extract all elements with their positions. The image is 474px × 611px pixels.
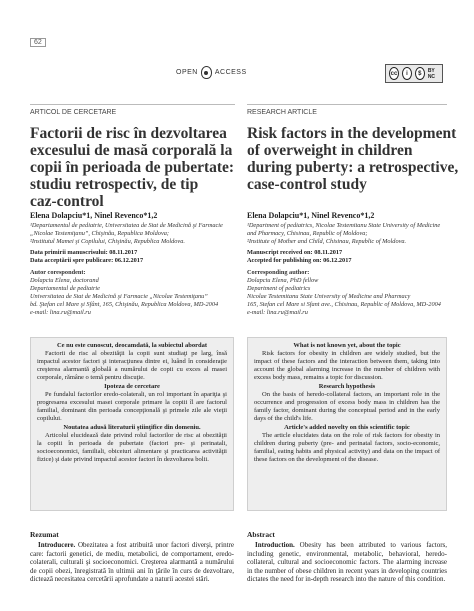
open-access-label-left: OPEN	[176, 69, 198, 76]
right-dates: Manuscript received on: 08.11.2017 Accepted for publishing on: 06.12.2017	[247, 249, 352, 264]
left-highlights-box	[30, 337, 234, 511]
cc-icon: cc	[389, 67, 399, 80]
open-access-badge	[176, 66, 247, 79]
by-icon: i	[402, 67, 412, 80]
left-box-heading-1: Ce nu este cunoscut, deocamdată, la subiectul abordat	[56, 342, 208, 349]
right-box-heading-1: What is not known yet, about the topic	[293, 342, 401, 349]
right-box-text-1: Risk factors for obesity in children are widely studied, but the impact of these factors and the interaction between them, taking into account the global alarming increase in the number of children with excess body mass, remains a topic for discussion.	[254, 350, 440, 381]
right-section-label: RESEARCH ARTICLE	[247, 109, 317, 116]
right-divider	[247, 104, 447, 105]
left-abstract-text: Introducere. Obezitatea a fost atribuită unor factori diverşi, printre care: factorii genetici, de mediu, metabolici, de comportament, eredo-colaterali, culturali şi socioeconomici. Creşterea alarmantă a numărului de copii obezi, înregistrată în ultimii ani în ţările în curs de dezvoltare, dictează necesitatea cercetării aprofundate a naturii acestei stări.	[30, 541, 235, 584]
right-abstract-text: Introduction. Obesity has been attributed to various factors, including genetic, environmental, metabolic, behavioral, heredo-collateral, cultural and socioeconomic factors. The alarming increase in the number of obese children in recent years in developing countries dictates the need for in-depth research into the nature of this condition.	[247, 541, 448, 584]
left-affiliations: ¹Departamentul de pediatrie, Universitatea de Stat de Medicină şi Farmacie „Nicolae Testemiţanu”, Chişinău, Republica Moldova; ²Institutul Mamei şi Copilului, Chişinău, Republica Moldova.	[30, 222, 223, 245]
left-box-text-1: Factorii de risc al obezităţii la copii sunt studiaţi pe larg, însă impactul acestor factori şi interacţiunea dintre ei, luând în consideraţie creşterea alarmantă globală a numărului de copii cu exces al masei corporale, rămâne o temă pentru discuţie.	[37, 350, 227, 381]
right-box-heading-2: Research hypothesis	[318, 383, 376, 390]
open-lock-icon	[201, 66, 212, 79]
left-box-heading-2: Ipoteza de cercetare	[104, 383, 160, 390]
page-number: 62	[30, 38, 46, 47]
left-correspondence: Autor corespondent: Dolapciu Elena, doctorand Departamentul de pediatrie Universitatea de Stat de Medicină şi Farmacie „Nicolae Testemiţanu” bd. Ştefan cel Mare şi Sfânt, 165, Chişinău, Republica Moldova, MD-2004 e-mail: lina.ru@mail.ru	[30, 269, 219, 316]
right-title: Risk factors in the development of overweight in children during puberty: a retrospective, case-control study	[247, 125, 459, 193]
left-divider	[30, 104, 235, 105]
cc-license-badge	[385, 64, 443, 83]
left-authors: Elena Dolapciu*1, Ninel Revenco*1,2	[30, 211, 158, 220]
left-box-text-2: Pe fundalul factorilor eredo-colaterali, un rol important în apariţia şi progresarea excesului masei corporale primare la copiii îl are factorul familial, dominant din perioada concepţională şi primele zile ale vieţii copilului.	[37, 391, 227, 422]
right-correspondence: Corresponding author: Dolapciu Elena, PhD fellow Department of pediatrics Nicolae Testemitanu State University of Medicine and Pharmacy 165, Stefan cel Mare si Sfant ave., Chisinau, Republic of Moldova, MD-2004 e-mail: lina.ru@mail.ru	[247, 269, 441, 316]
right-authors: Elena Dolapciu*1, Ninel Revenco*1,2	[247, 211, 375, 220]
left-title: Factorii de risc în dezvoltarea excesului de masă corporală la copii în perioada de pubertate: studiu retrospectiv, de tip caz-control	[30, 125, 235, 210]
right-box-text-2: On the basis of heredo-collateral factors, an important role in the occurrence and progression of excess body mass in children has the family factor, dominant during the conceptual period and in the early days of the child's life.	[254, 391, 440, 422]
license-by-nc: BY NC	[427, 67, 436, 80]
open-access-label-right: ACCESS	[214, 69, 247, 76]
nc-icon: $	[415, 67, 425, 80]
right-abstract-heading: Abstract	[247, 530, 275, 539]
right-box-heading-3: Article's added novelty on this scientific topic	[284, 424, 410, 431]
left-dates: Data primirii manuscrisului: 08.11.2017 Data acceptării spre publicare: 06.12.2017	[30, 249, 144, 264]
right-highlights-box	[247, 337, 447, 511]
right-box-text-3: The article elucidates data on the role of risk factors for obesity in children during puberty (pre- and perinatal factors, socio-economic, familial, eating habits and physical activity) and data on the impact of these factors on the development of the disease.	[254, 432, 440, 463]
left-abstract-heading: Rezumat	[30, 530, 59, 539]
left-box-heading-3: Noutatea adusă literaturii ştiinţifice din domeniu.	[63, 424, 201, 431]
right-affiliations: ¹Department of pediatrics, Nicolae Testemitanu State University of Medicine and Pharmacy, Chisinau, Republic of Moldova; ²Institute of Mother and Child, Chisinau, Republic of Moldova.	[247, 222, 441, 245]
left-box-text-3: Articolul elucidează date privind rolul factorilor de risc ai obezităţii la copiii în perioada de pubertate (factori pre- şi perinatali, socioeconomici, familiali, obiceiuri alimentare şi practicarea activităţii fizice) şi date privind impactul acestor factori în dezvoltarea bolii.	[37, 432, 227, 463]
left-section-label: ARTICOL DE CERCETARE	[30, 109, 117, 116]
